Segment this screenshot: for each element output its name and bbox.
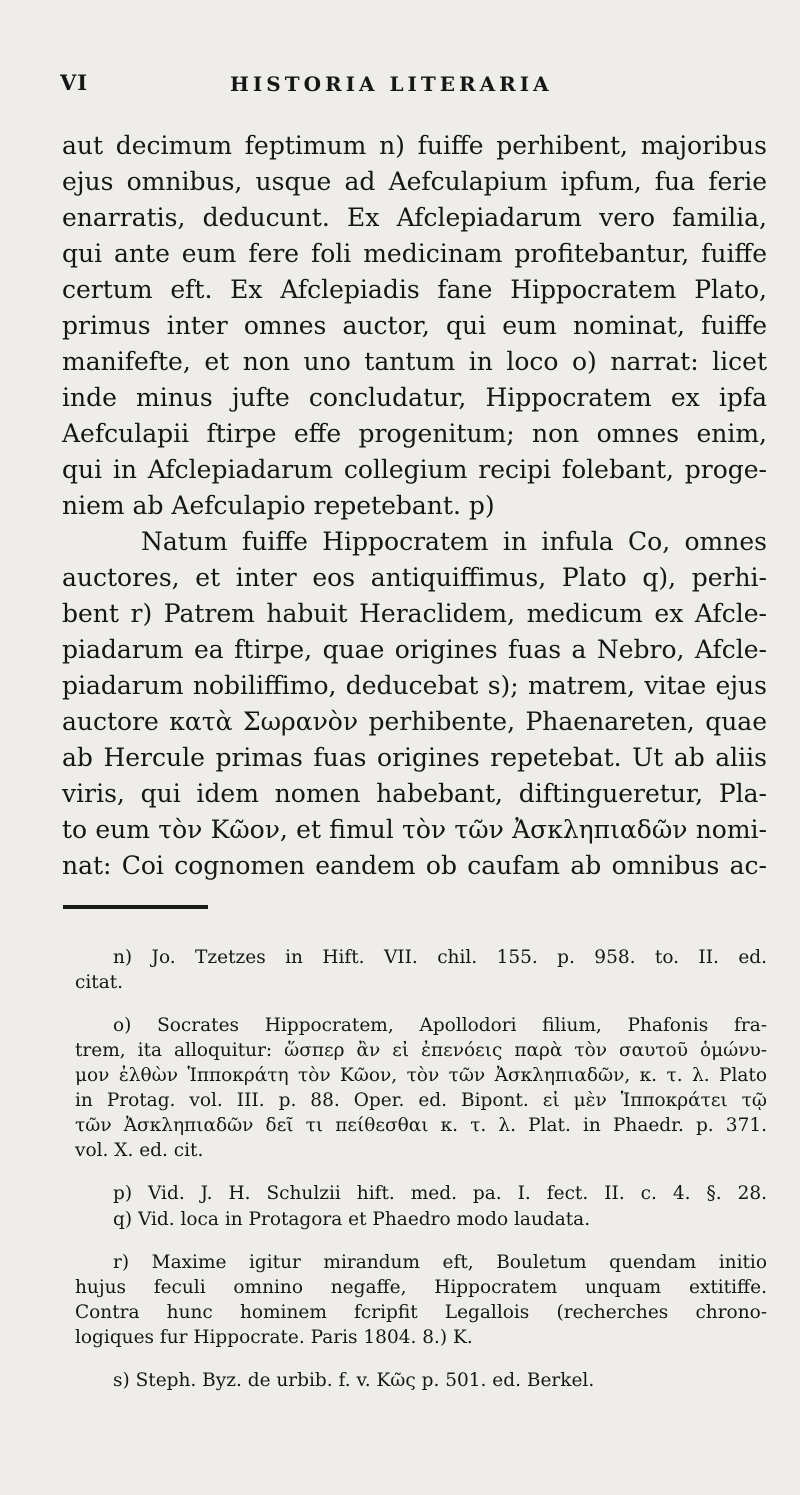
running-title: HISTORIA LITERARIA	[230, 72, 553, 96]
footnote-o: o) Socrates Hippocratem, Apollodori filium, Phafonis fra-	[113, 1015, 767, 1036]
text-line: qui ante eum fere foli medicinam profitebantur, fuiffe	[62, 239, 767, 268]
text-line: bent r) Patrem habuit Heraclidem, medicum ex Afcle-	[62, 599, 767, 628]
page-number: VI	[60, 70, 89, 95]
text-line: qui in Afclepiadarum collegium recipi folebant, proge-	[62, 455, 767, 484]
footnote-line: μον ἐλθὼν Ἱπποκράτη τὸν Κῶον, τὸν τῶν Ἀσκληπιαδῶν, κ. τ. λ. Plato	[75, 1065, 767, 1086]
text-line: niem ab Aefculapio repetebant. p)	[62, 491, 495, 520]
footnote-p: p) Vid. J. H. Schulzii hift. med. pa. I. fect. II. c. 4. §. 28.	[113, 1183, 767, 1204]
text-line: piadarum nobiliffimo, deducebat s); matrem, vitae ejus	[62, 671, 767, 700]
text-line: certum eft. Ex Afclepiadis fane Hippocratem Plato,	[62, 275, 767, 304]
footnote-s: s) Steph. Byz. de urbib. f. v. Κῶς p. 501. ed. Berkel.	[113, 1370, 595, 1391]
text-line: ejus omnibus, usque ad Aefculapium ipfum, fua ferie	[62, 167, 767, 196]
text-line: primus inter omnes auctor, qui eum nominat, fuiffe	[62, 311, 767, 340]
text-line: manifefte, et non uno tantum in loco o) narrat: licet	[62, 347, 767, 376]
text-line: nat: Coi cognomen eandem ob caufam ab omnibus ac-	[62, 851, 767, 880]
footnote-line: vol. X. ed. cit.	[75, 1140, 204, 1161]
footnote-q: q) Vid. loca in Protagora et Phaedro modo laudata.	[113, 1209, 591, 1230]
text-line: Aefculapii ftirpe effe progenitum; non omnes enim,	[62, 419, 767, 448]
footnote-line: logiques fur Hippocrate. Paris 1804. 8.) K.	[75, 1327, 473, 1348]
page-header	[60, 70, 760, 100]
footnote-line: τῶν Ἀσκληπιαδῶν δεῖ τι πείθεσθαι κ. τ. λ. Plat. in Phaedr. p. 371.	[75, 1115, 767, 1136]
footnote-r: r) Maxime igitur mirandum eft, Bouletum quendam initio	[113, 1252, 767, 1273]
text-line: auctores, et inter eos antiquiffimus, Plato q), perhi-	[62, 563, 767, 592]
text-line: inde minus jufte concludatur, Hippocratem ex ipfa	[62, 383, 767, 412]
text-line: aut decimum feptimum n) fuiffe perhibent, majoribus	[62, 131, 767, 160]
text-line: auctore κατὰ Σωρανὸν perhibente, Phaenareten, quae	[62, 707, 767, 736]
text-line: viris, qui idem nomen habebant, diftingueretur, Pla-	[62, 779, 767, 808]
paragraph-start-line: Natum fuiffe Hippocratem in infula Co, omnes	[141, 527, 767, 556]
text-line: ab Hercule primas fuas origines repetebat. Ut ab aliis	[62, 743, 767, 772]
footnote-line: trem, ita alloquitur: ὥσπερ ἂν εἰ ἐπενόεις παρὰ τὸν σαυτοῦ ὁμώνυ-	[75, 1040, 767, 1061]
footnote-line: hujus feculi omnino negaffe, Hippocratem unquam extitiffe.	[75, 1277, 767, 1298]
footnote-line: in Protag. vol. III. p. 88. Oper. ed. Bipont. εἰ μὲν Ἱπποκράτει τῷ	[75, 1090, 767, 1111]
text-line: piadarum ea ftirpe, quae origines fuas a Nebro, Afcle-	[62, 635, 767, 664]
footnote-rule	[63, 905, 208, 909]
footnote-line: citat.	[75, 972, 124, 993]
footnote-line: Contra hunc hominem fcripfit Legallois (recherches chrono-	[75, 1302, 767, 1323]
text-line: to eum τὸν Κῶον, et fimul τὸν τῶν Ἀσκληπιαδῶν nomi-	[62, 815, 767, 844]
text-line: enarratis, deducunt. Ex Afclepiadarum vero familia,	[62, 203, 767, 232]
footnote-n: n) Jo. Tzetzes in Hift. VII. chil. 155. p. 958. to. II. ed.	[113, 947, 767, 968]
